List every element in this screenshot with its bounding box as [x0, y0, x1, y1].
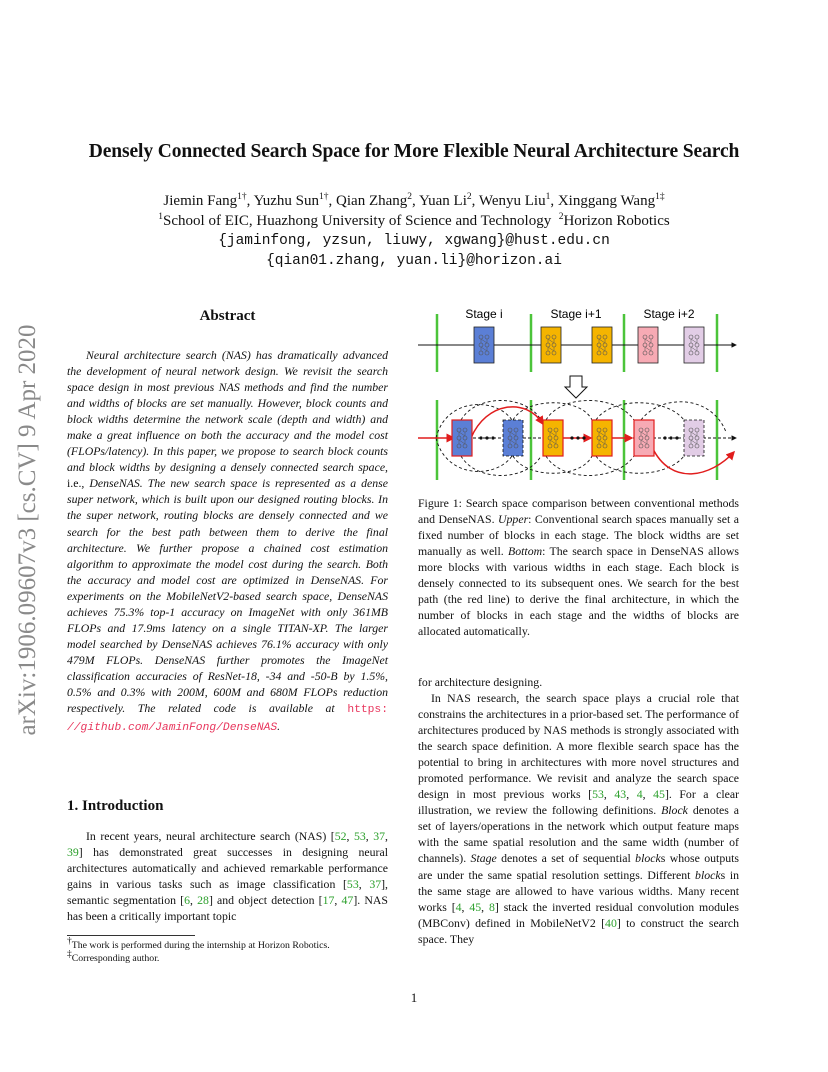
author-name: Qian Zhang	[336, 193, 408, 209]
author-name: Xinggang Wang	[557, 193, 656, 209]
author-sep: ,	[471, 193, 479, 209]
affil-sup: 2	[558, 212, 564, 222]
author-name: Yuzhu Sun	[253, 193, 320, 209]
affiliations	[0, 213, 828, 230]
text-run: s whose outputs are under the same spatial resolution settings. Different	[418, 851, 739, 882]
author-name: Jiemin Fang	[163, 193, 238, 209]
abstract-part: , DenseNAS. The new search space is represented as a dense super network, which is built upon our designed routing blocks. In the super network, routing blocks are densely connected and we search for the best path between them to derive the final architecture. We further propose a chained cost estimation algorithm to approximate the model cost during the search. Both the accuracy and model cost are optimized in DenseNAS. For experiments on the MobileNetV2-based search space, DenseNAS achieves 75.3% top-1 accuracy on ImageNet with only 361MB FLOPs and 17.9ms latency on a single TITAN-XP. The larger model searched by DenseNAS achieves 76.1% accuracy with only 479M FLOPs. DenseNAS further promotes the ImageNet classification accuracies of ResNet-18, -34 and -50-B by 1.5%, 0.5% and 0.3% with 200M, 600M and 680M FLOPs reduction respectively. The related code is available at	[67, 476, 388, 716]
text-run: denotes a set of layers/operations in the network which output feature maps with the same spatial resolution and the same width (number of channels).	[418, 803, 740, 866]
text-run: block	[635, 851, 661, 866]
text-run: ,	[190, 893, 198, 908]
citation-link[interactable]: 53	[353, 829, 366, 843]
author-sup: 2	[466, 192, 472, 202]
text-run: denotes a set of sequential	[496, 851, 636, 866]
citation-link[interactable]: 43	[614, 787, 627, 802]
stage-label: Stage i+2	[643, 307, 695, 321]
affil-sup: 1	[158, 212, 164, 222]
text-run: ]. For a clear illustration, we review the following definitions.	[418, 787, 740, 818]
text-run: ,	[481, 899, 489, 914]
continued-text: for architecture designing.	[418, 675, 543, 689]
footnote-symbol: ‡	[67, 949, 72, 960]
footnote	[67, 936, 397, 952]
abstract-ie: i.e.	[67, 476, 82, 491]
text-run: ,	[642, 787, 654, 802]
text-run: In NAS research, the search space plays a crucial role that constrains the architectures in a prior-based set. The performance of architectures produced by NAS methods is strongly associated with the search space definition. A more flexible search space has the potential to bring in architectures with more novel structures and promoted performance. We revisit and analyze the search space design in most previous works [	[418, 691, 739, 802]
text-run: ,	[603, 787, 615, 802]
stage-label: Stage i+1	[550, 307, 602, 321]
text-run: Bottom	[508, 544, 543, 559]
citation-link[interactable]: 53	[346, 877, 359, 892]
citation-link[interactable]: 47	[341, 893, 354, 908]
footnote-text: Corresponding author.	[71, 953, 160, 964]
citation-link[interactable]: 8	[489, 899, 495, 914]
text-run: block	[695, 867, 721, 882]
citation-link[interactable]: 4	[636, 787, 643, 802]
author-sup: 1†	[237, 192, 247, 202]
author-sup: 2	[407, 192, 413, 202]
citation-link[interactable]: 39	[67, 845, 79, 860]
text-run: ,	[461, 899, 470, 914]
citation-link[interactable]: 40	[605, 915, 617, 930]
text-run: Stage	[470, 851, 497, 866]
text-run: In recent years, neural architecture search (NAS) [	[86, 829, 335, 843]
figure-caption	[418, 495, 739, 639]
citation-link[interactable]: 37	[369, 877, 382, 892]
arxiv-stamp	[7, 290, 49, 770]
text-run: : Conventional search spaces manually set a fixed number of blocks in each stage. The block widths are set manually as well.	[418, 512, 739, 559]
citation-link[interactable]: 4	[455, 899, 462, 914]
text-run: ,	[358, 877, 370, 892]
author-name: Wenyu Liu	[478, 193, 546, 209]
email-line: {qian01.zhang, yuan.li}@horizon.ai	[266, 253, 562, 269]
abstract-heading: Abstract	[199, 308, 256, 324]
abstract-part: .	[277, 719, 281, 734]
citation-link[interactable]: 53	[592, 787, 604, 802]
affil-1: School of EIC, Huazhong University of Science and Technology	[163, 213, 552, 229]
citation-link[interactable]: 52	[334, 829, 347, 843]
text-run: ] to construct the search space. They	[418, 915, 739, 946]
author-sep: ,	[328, 193, 337, 209]
author-sep: ,	[412, 193, 419, 209]
author-sep: ,	[246, 193, 254, 209]
text-run: Figure 1: Search space comparison between conventional methods and DenseNAS.	[418, 496, 739, 527]
author-sup: 1‡	[655, 192, 665, 202]
text-run: s in the same stage are allowed to have various widths. Many recent works [	[418, 867, 740, 914]
email-line: {jaminfong, yzsun, liuwy, xgwang}@hust.edu.cn	[218, 233, 610, 249]
figure-1	[416, 302, 739, 484]
citation-link[interactable]: 28	[197, 893, 209, 908]
body-paragraph	[418, 690, 739, 947]
intro-paragraph	[67, 828, 388, 924]
footnote-text: The work is performed during the internship at Horizon Robotics.	[71, 940, 330, 951]
author-sup: 1†	[319, 192, 329, 202]
page-number: 1	[410, 990, 418, 1005]
down-arrow-icon	[565, 376, 587, 398]
text-run: Upper	[498, 512, 529, 527]
text-run: ], semantic segmentation [	[67, 877, 388, 908]
code-link[interactable]: //github.com/JaminFong/DenseNAS	[67, 722, 278, 735]
citation-link[interactable]: 6	[184, 893, 191, 908]
stage-boundary	[437, 400, 717, 480]
affil-2: Horizon Robotics	[563, 213, 670, 229]
text-run: ] has demonstrated great successes in designing neural architectures automatically and achieved remarkable performance gains in various tasks such as image classification [	[67, 845, 388, 892]
code-link[interactable]: https:	[347, 704, 388, 717]
author-list	[0, 193, 828, 210]
footnote	[67, 949, 397, 965]
author-name: Yuan Li	[418, 193, 467, 209]
citation-link[interactable]: 37	[373, 829, 386, 843]
abstract-text	[67, 347, 388, 736]
text-run: ,	[346, 829, 354, 843]
text-run: Block	[661, 803, 688, 818]
text-run: ,	[626, 787, 637, 802]
stage-label: Stage i	[465, 307, 503, 321]
text-run: ,	[365, 829, 374, 843]
author-sup: 1	[545, 192, 551, 202]
text-run: ,	[334, 893, 342, 908]
author-sep: ,	[550, 193, 558, 209]
arxiv-id: arXiv:1906.09607v3 [cs.CV] 9 Apr 2020	[14, 324, 41, 736]
footnote-symbol: †	[67, 936, 72, 947]
text-run: ,	[385, 829, 388, 843]
citation-link[interactable]: 45	[653, 787, 665, 802]
text-run: : The search space in DenseNAS allows more blocks with various widths in each stage. Each block is densely connected to its subsequent ones. We search for the best path (the red line) to derive the final architecture, in which the number of blocks in each stage and the widths of blocks are allocated automatically.	[418, 544, 739, 639]
abstract-part: Neural architecture search (NAS) has dramatically advanced the development of neural network design. We revisit the search space design in most previous NAS methods and find the number and widths of blocks are set manually. However, block counts and block widths determine the network scale (depth and width) and make a great influence on both the accuracy and the model cost (FLOPs/latency). In this paper, we propose to search block counts and block widths by designing a densely connected search space,	[67, 348, 388, 475]
paper-title: Densely Connected Search Space for More Flexible Neural Architecture Search	[88, 141, 740, 162]
citation-link[interactable]: 45	[469, 899, 482, 914]
footnote-rule	[67, 935, 195, 936]
citation-link[interactable]: 17	[322, 893, 335, 908]
section-heading: 1. Introduction	[67, 798, 164, 814]
text-run: ]. NAS has been a critically important topic	[67, 893, 388, 924]
text-run: ] stack the inverted residual convolution modules (MBConv) defined in MobileNetV2 [	[418, 899, 740, 930]
text-run: ] and object detection [	[208, 893, 323, 908]
